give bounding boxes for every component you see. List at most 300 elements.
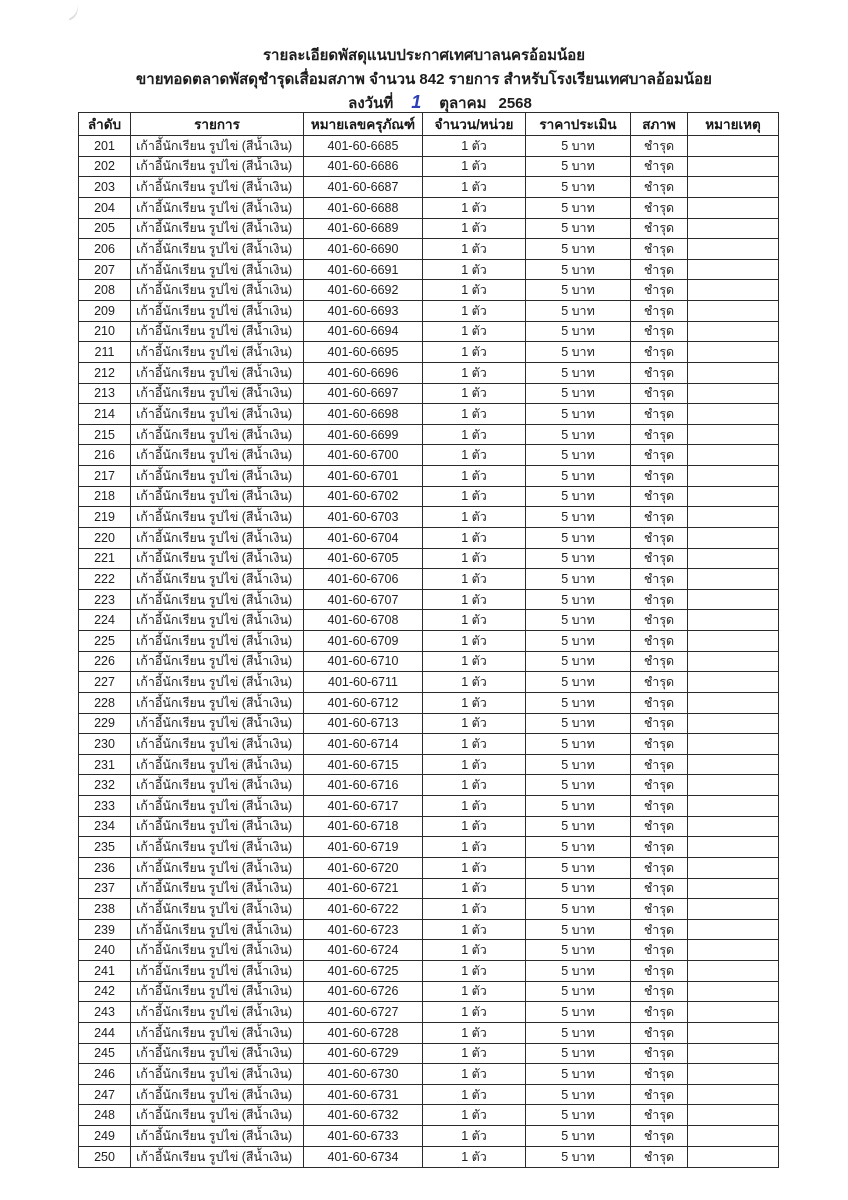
cell-remark	[688, 177, 779, 198]
cell-condition: ชำรุด	[631, 507, 688, 528]
cell-asset: 401-60-6698	[304, 404, 423, 425]
cell-qty: 1 ตัว	[423, 631, 526, 652]
cell-item: เก้าอี้นักเรียน รูปไข่ (สีน้ำเงิน)	[131, 383, 304, 404]
cell-qty: 1 ตัว	[423, 280, 526, 301]
cell-qty: 1 ตัว	[423, 754, 526, 775]
cell-price: 5 บาท	[526, 816, 631, 837]
cell-item: เก้าอี้นักเรียน รูปไข่ (สีน้ำเงิน)	[131, 796, 304, 817]
cell-asset: 401-60-6695	[304, 342, 423, 363]
cell-remark	[688, 218, 779, 239]
cell-remark	[688, 940, 779, 961]
cell-price: 5 บาท	[526, 672, 631, 693]
cell-condition: ชำรุด	[631, 899, 688, 920]
cell-price: 5 บาท	[526, 177, 631, 198]
cell-no: 218	[79, 486, 131, 507]
cell-asset: 401-60-6697	[304, 383, 423, 404]
cell-qty: 1 ตัว	[423, 342, 526, 363]
cell-qty: 1 ตัว	[423, 218, 526, 239]
cell-item: เก้าอี้นักเรียน รูปไข่ (สีน้ำเงิน)	[131, 280, 304, 301]
cell-asset: 401-60-6725	[304, 961, 423, 982]
table-row	[79, 734, 779, 755]
table-row	[79, 754, 779, 775]
cell-remark	[688, 259, 779, 280]
table-row	[79, 280, 779, 301]
cell-qty: 1 ตัว	[423, 837, 526, 858]
table-row	[79, 362, 779, 383]
cell-qty: 1 ตัว	[423, 899, 526, 920]
cell-condition: ชำรุด	[631, 816, 688, 837]
cell-asset: 401-60-6726	[304, 981, 423, 1002]
cell-asset: 401-60-6709	[304, 631, 423, 652]
cell-remark	[688, 1146, 779, 1167]
cell-no: 247	[79, 1084, 131, 1105]
cell-asset: 401-60-6734	[304, 1146, 423, 1167]
cell-qty: 1 ตัว	[423, 177, 526, 198]
cell-remark	[688, 1002, 779, 1023]
cell-condition: ชำรุด	[631, 1002, 688, 1023]
cell-no: 230	[79, 734, 131, 755]
table-row	[79, 507, 779, 528]
table-row	[79, 569, 779, 590]
cell-qty: 1 ตัว	[423, 651, 526, 672]
cell-condition: ชำรุด	[631, 1105, 688, 1126]
cell-price: 5 บาท	[526, 424, 631, 445]
cell-item: เก้าอี้นักเรียน รูปไข่ (สีน้ำเงิน)	[131, 177, 304, 198]
cell-no: 234	[79, 816, 131, 837]
cell-price: 5 บาท	[526, 1043, 631, 1064]
cell-no: 236	[79, 857, 131, 878]
cell-price: 5 บาท	[526, 466, 631, 487]
cell-item: เก้าอี้นักเรียน รูปไข่ (สีน้ำเงิน)	[131, 1022, 304, 1043]
cell-remark	[688, 734, 779, 755]
cell-price: 5 บาท	[526, 1064, 631, 1085]
column-header-asset: หมายเลขครุภัณฑ์	[304, 113, 423, 136]
cell-price: 5 บาท	[526, 136, 631, 157]
cell-item: เก้าอี้นักเรียน รูปไข่ (สีน้ำเงิน)	[131, 239, 304, 260]
cell-asset: 401-60-6701	[304, 466, 423, 487]
cell-remark	[688, 301, 779, 322]
cell-item: เก้าอี้นักเรียน รูปไข่ (สีน้ำเงิน)	[131, 1064, 304, 1085]
cell-qty: 1 ตัว	[423, 259, 526, 280]
cell-qty: 1 ตัว	[423, 445, 526, 466]
table-row	[79, 919, 779, 940]
cell-condition: ชำรุด	[631, 631, 688, 652]
cell-condition: ชำรุด	[631, 857, 688, 878]
cell-condition: ชำรุด	[631, 239, 688, 260]
cell-remark	[688, 507, 779, 528]
cell-qty: 1 ตัว	[423, 1126, 526, 1147]
inventory-table-wrap	[78, 112, 778, 1168]
cell-remark	[688, 1064, 779, 1085]
cell-no: 220	[79, 527, 131, 548]
cell-condition: ชำรุด	[631, 961, 688, 982]
cell-qty: 1 ตัว	[423, 1022, 526, 1043]
cell-remark	[688, 816, 779, 837]
cell-asset: 401-60-6706	[304, 569, 423, 590]
cell-condition: ชำรุด	[631, 1043, 688, 1064]
table-row	[79, 1022, 779, 1043]
cell-condition: ชำรุด	[631, 301, 688, 322]
cell-asset: 401-60-6710	[304, 651, 423, 672]
cell-no: 212	[79, 362, 131, 383]
cell-price: 5 บาท	[526, 445, 631, 466]
table-row	[79, 878, 779, 899]
cell-asset: 401-60-6711	[304, 672, 423, 693]
cell-item: เก้าอี้นักเรียน รูปไข่ (สีน้ำเงิน)	[131, 486, 304, 507]
cell-qty: 1 ตัว	[423, 527, 526, 548]
cell-qty: 1 ตัว	[423, 383, 526, 404]
cell-asset: 401-60-6718	[304, 816, 423, 837]
cell-asset: 401-60-6707	[304, 589, 423, 610]
cell-remark	[688, 1022, 779, 1043]
cell-price: 5 บาท	[526, 631, 631, 652]
cell-condition: ชำรุด	[631, 610, 688, 631]
cell-condition: ชำรุด	[631, 527, 688, 548]
cell-price: 5 บาท	[526, 981, 631, 1002]
cell-qty: 1 ตัว	[423, 1084, 526, 1105]
cell-remark	[688, 1043, 779, 1064]
cell-no: 221	[79, 548, 131, 569]
cell-asset: 401-60-6720	[304, 857, 423, 878]
cell-qty: 1 ตัว	[423, 548, 526, 569]
cell-no: 205	[79, 218, 131, 239]
cell-item: เก้าอี้นักเรียน รูปไข่ (สีน้ำเงิน)	[131, 197, 304, 218]
table-row	[79, 816, 779, 837]
scan-artifact	[64, 3, 82, 20]
inventory-table	[78, 112, 779, 1168]
cell-no: 217	[79, 466, 131, 487]
cell-price: 5 บาท	[526, 899, 631, 920]
cell-qty: 1 ตัว	[423, 940, 526, 961]
table-row	[79, 527, 779, 548]
cell-qty: 1 ตัว	[423, 507, 526, 528]
cell-price: 5 บาท	[526, 404, 631, 425]
cell-qty: 1 ตัว	[423, 713, 526, 734]
column-header-remark: หมายเหตุ	[688, 113, 779, 136]
cell-condition: ชำรุด	[631, 218, 688, 239]
cell-price: 5 บาท	[526, 239, 631, 260]
table-row	[79, 342, 779, 363]
cell-item: เก้าอี้นักเรียน รูปไข่ (สีน้ำเงิน)	[131, 1105, 304, 1126]
cell-no: 201	[79, 136, 131, 157]
cell-price: 5 บาท	[526, 713, 631, 734]
cell-asset: 401-60-6732	[304, 1105, 423, 1126]
cell-qty: 1 ตัว	[423, 692, 526, 713]
cell-item: เก้าอี้นักเรียน รูปไข่ (สีน้ำเงิน)	[131, 466, 304, 487]
cell-qty: 1 ตัว	[423, 466, 526, 487]
cell-no: 237	[79, 878, 131, 899]
table-row	[79, 1084, 779, 1105]
cell-asset: 401-60-6721	[304, 878, 423, 899]
cell-no: 219	[79, 507, 131, 528]
cell-remark	[688, 1105, 779, 1126]
document-title-line1: รายละเอียดพัสดุแนบประกาศเทศบาลนครอ้อมน้อย	[262, 47, 586, 64]
cell-item: เก้าอี้นักเรียน รูปไข่ (สีน้ำเงิน)	[131, 1146, 304, 1167]
cell-price: 5 บาท	[526, 837, 631, 858]
cell-remark	[688, 424, 779, 445]
cell-no: 211	[79, 342, 131, 363]
table-row	[79, 857, 779, 878]
cell-price: 5 บาท	[526, 1084, 631, 1105]
date-prefix: ลงวันที่	[348, 95, 394, 112]
cell-no: 204	[79, 197, 131, 218]
cell-asset: 401-60-6719	[304, 837, 423, 858]
cell-remark	[688, 796, 779, 817]
cell-remark	[688, 692, 779, 713]
cell-condition: ชำรุด	[631, 754, 688, 775]
cell-no: 206	[79, 239, 131, 260]
cell-no: 224	[79, 610, 131, 631]
cell-no: 213	[79, 383, 131, 404]
cell-asset: 401-60-6694	[304, 321, 423, 342]
cell-no: 233	[79, 796, 131, 817]
cell-no: 232	[79, 775, 131, 796]
table-row	[79, 981, 779, 1002]
cell-remark	[688, 136, 779, 157]
cell-condition: ชำรุด	[631, 713, 688, 734]
cell-item: เก้าอี้นักเรียน รูปไข่ (สีน้ำเงิน)	[131, 692, 304, 713]
cell-condition: ชำรุด	[631, 1126, 688, 1147]
table-row	[79, 1146, 779, 1167]
cell-no: 245	[79, 1043, 131, 1064]
cell-price: 5 บาท	[526, 362, 631, 383]
cell-remark	[688, 548, 779, 569]
cell-item: เก้าอี้นักเรียน รูปไข่ (สีน้ำเงิน)	[131, 878, 304, 899]
cell-price: 5 บาท	[526, 569, 631, 590]
table-row	[79, 321, 779, 342]
cell-qty: 1 ตัว	[423, 362, 526, 383]
cell-condition: ชำรุด	[631, 1084, 688, 1105]
table-row	[79, 239, 779, 260]
table-row	[79, 713, 779, 734]
date-year: 2568	[498, 95, 532, 112]
cell-asset: 401-60-6705	[304, 548, 423, 569]
cell-price: 5 บาท	[526, 1146, 631, 1167]
cell-no: 215	[79, 424, 131, 445]
cell-price: 5 บาท	[526, 1126, 631, 1147]
cell-remark	[688, 631, 779, 652]
cell-price: 5 บาท	[526, 342, 631, 363]
cell-remark	[688, 899, 779, 920]
cell-no: 228	[79, 692, 131, 713]
cell-qty: 1 ตัว	[423, 321, 526, 342]
cell-qty: 1 ตัว	[423, 301, 526, 322]
cell-item: เก้าอี้นักเรียน รูปไข่ (สีน้ำเงิน)	[131, 1043, 304, 1064]
cell-condition: ชำรุด	[631, 445, 688, 466]
cell-condition: ชำรุด	[631, 672, 688, 693]
cell-asset: 401-60-6691	[304, 259, 423, 280]
cell-qty: 1 ตัว	[423, 672, 526, 693]
cell-no: 229	[79, 713, 131, 734]
cell-remark	[688, 362, 779, 383]
cell-condition: ชำรุด	[631, 569, 688, 590]
cell-item: เก้าอี้นักเรียน รูปไข่ (สีน้ำเงิน)	[131, 362, 304, 383]
table-row	[79, 136, 779, 157]
cell-qty: 1 ตัว	[423, 610, 526, 631]
cell-remark	[688, 589, 779, 610]
table-row	[79, 940, 779, 961]
cell-remark	[688, 156, 779, 177]
cell-no: 225	[79, 631, 131, 652]
cell-item: เก้าอี้นักเรียน รูปไข่ (สีน้ำเงิน)	[131, 589, 304, 610]
cell-condition: ชำรุด	[631, 342, 688, 363]
cell-condition: ชำรุด	[631, 1146, 688, 1167]
cell-remark	[688, 486, 779, 507]
cell-price: 5 บาท	[526, 1022, 631, 1043]
cell-condition: ชำรุด	[631, 775, 688, 796]
cell-no: 208	[79, 280, 131, 301]
cell-no: 238	[79, 899, 131, 920]
cell-item: เก้าอี้นักเรียน รูปไข่ (สีน้ำเงิน)	[131, 837, 304, 858]
cell-asset: 401-60-6715	[304, 754, 423, 775]
cell-item: เก้าอี้นักเรียน รูปไข่ (สีน้ำเงิน)	[131, 857, 304, 878]
cell-price: 5 บาท	[526, 548, 631, 569]
cell-no: 222	[79, 569, 131, 590]
cell-item: เก้าอี้นักเรียน รูปไข่ (สีน้ำเงิน)	[131, 1002, 304, 1023]
cell-condition: ชำรุด	[631, 177, 688, 198]
cell-no: 241	[79, 961, 131, 982]
cell-price: 5 บาท	[526, 589, 631, 610]
cell-condition: ชำรุด	[631, 734, 688, 755]
cell-remark	[688, 961, 779, 982]
cell-condition: ชำรุด	[631, 486, 688, 507]
cell-item: เก้าอี้นักเรียน รูปไข่ (สีน้ำเงิน)	[131, 631, 304, 652]
cell-remark	[688, 1084, 779, 1105]
cell-item: เก้าอี้นักเรียน รูปไข่ (สีน้ำเงิน)	[131, 404, 304, 425]
table-row	[79, 1126, 779, 1147]
cell-asset: 401-60-6722	[304, 899, 423, 920]
cell-asset: 401-60-6733	[304, 1126, 423, 1147]
cell-remark	[688, 321, 779, 342]
cell-qty: 1 ตัว	[423, 816, 526, 837]
cell-asset: 401-60-6685	[304, 136, 423, 157]
cell-qty: 1 ตัว	[423, 981, 526, 1002]
cell-no: 243	[79, 1002, 131, 1023]
cell-remark	[688, 404, 779, 425]
cell-condition: ชำรุด	[631, 424, 688, 445]
cell-asset: 401-60-6712	[304, 692, 423, 713]
cell-price: 5 บาท	[526, 383, 631, 404]
cell-price: 5 บาท	[526, 940, 631, 961]
cell-condition: ชำรุด	[631, 919, 688, 940]
cell-no: 239	[79, 919, 131, 940]
date-month: ตุลาคม	[439, 95, 487, 112]
cell-remark	[688, 775, 779, 796]
cell-remark	[688, 197, 779, 218]
column-header-condition: สภาพ	[631, 113, 688, 136]
cell-item: เก้าอี้นักเรียน รูปไข่ (สีน้ำเงิน)	[131, 961, 304, 982]
cell-price: 5 บาท	[526, 280, 631, 301]
cell-asset: 401-60-6727	[304, 1002, 423, 1023]
cell-remark	[688, 610, 779, 631]
cell-asset: 401-60-6690	[304, 239, 423, 260]
cell-item: เก้าอี้นักเรียน รูปไข่ (สีน้ำเงิน)	[131, 301, 304, 322]
table-row	[79, 445, 779, 466]
table-row	[79, 961, 779, 982]
cell-no: 240	[79, 940, 131, 961]
cell-qty: 1 ตัว	[423, 878, 526, 899]
cell-asset: 401-60-6717	[304, 796, 423, 817]
cell-price: 5 บาท	[526, 507, 631, 528]
cell-price: 5 บาท	[526, 486, 631, 507]
cell-item: เก้าอี้นักเรียน รูปไข่ (สีน้ำเงิน)	[131, 981, 304, 1002]
table-row	[79, 404, 779, 425]
cell-condition: ชำรุด	[631, 1064, 688, 1085]
cell-price: 5 บาท	[526, 857, 631, 878]
cell-price: 5 บาท	[526, 527, 631, 548]
cell-no: 231	[79, 754, 131, 775]
cell-asset: 401-60-6693	[304, 301, 423, 322]
cell-qty: 1 ตัว	[423, 569, 526, 590]
cell-asset: 401-60-6700	[304, 445, 423, 466]
cell-condition: ชำรุด	[631, 259, 688, 280]
cell-asset: 401-60-6702	[304, 486, 423, 507]
cell-qty: 1 ตัว	[423, 486, 526, 507]
cell-remark	[688, 383, 779, 404]
cell-no: 207	[79, 259, 131, 280]
cell-item: เก้าอี้นักเรียน รูปไข่ (สีน้ำเงิน)	[131, 651, 304, 672]
table-row	[79, 466, 779, 487]
cell-remark	[688, 713, 779, 734]
cell-item: เก้าอี้นักเรียน รูปไข่ (สีน้ำเงิน)	[131, 816, 304, 837]
table-row	[79, 1043, 779, 1064]
cell-no: 249	[79, 1126, 131, 1147]
cell-item: เก้าอี้นักเรียน รูปไข่ (สีน้ำเงิน)	[131, 218, 304, 239]
cell-asset: 401-60-6729	[304, 1043, 423, 1064]
cell-qty: 1 ตัว	[423, 857, 526, 878]
cell-remark	[688, 445, 779, 466]
document-header	[0, 44, 848, 115]
cell-remark	[688, 466, 779, 487]
column-header-item: รายการ	[131, 113, 304, 136]
cell-qty: 1 ตัว	[423, 156, 526, 177]
table-row	[79, 589, 779, 610]
cell-condition: ชำรุด	[631, 878, 688, 899]
cell-item: เก้าอี้นักเรียน รูปไข่ (สีน้ำเงิน)	[131, 507, 304, 528]
table-row	[79, 899, 779, 920]
cell-condition: ชำรุด	[631, 548, 688, 569]
cell-item: เก้าอี้นักเรียน รูปไข่ (สีน้ำเงิน)	[131, 940, 304, 961]
cell-price: 5 บาท	[526, 919, 631, 940]
cell-item: เก้าอี้นักเรียน รูปไข่ (สีน้ำเงิน)	[131, 527, 304, 548]
cell-condition: ชำรุด	[631, 156, 688, 177]
cell-condition: ชำรุด	[631, 197, 688, 218]
cell-remark	[688, 857, 779, 878]
cell-condition: ชำรุด	[631, 321, 688, 342]
cell-asset: 401-60-6686	[304, 156, 423, 177]
document-title-line2: ขายทอดตลาดพัสดุชำรุดเสื่อมสภาพ จำนวน 842 รายการ สำหรับโรงเรียนเทศบาลอ้อมน้อย	[136, 71, 712, 88]
table-row	[79, 1105, 779, 1126]
cell-condition: ชำรุด	[631, 383, 688, 404]
cell-qty: 1 ตัว	[423, 734, 526, 755]
table-body	[79, 136, 779, 1168]
cell-item: เก้าอี้นักเรียน รูปไข่ (สีน้ำเงิน)	[131, 919, 304, 940]
table-row	[79, 610, 779, 631]
cell-price: 5 บาท	[526, 754, 631, 775]
cell-item: เก้าอี้นักเรียน รูปไข่ (สีน้ำเงิน)	[131, 610, 304, 631]
cell-asset: 401-60-6713	[304, 713, 423, 734]
cell-asset: 401-60-6688	[304, 197, 423, 218]
cell-remark	[688, 342, 779, 363]
cell-price: 5 บาท	[526, 775, 631, 796]
table-row	[79, 259, 779, 280]
cell-qty: 1 ตัว	[423, 961, 526, 982]
table-row	[79, 651, 779, 672]
cell-no: 235	[79, 837, 131, 858]
cell-asset: 401-60-6730	[304, 1064, 423, 1085]
cell-asset: 401-60-6696	[304, 362, 423, 383]
cell-no: 242	[79, 981, 131, 1002]
